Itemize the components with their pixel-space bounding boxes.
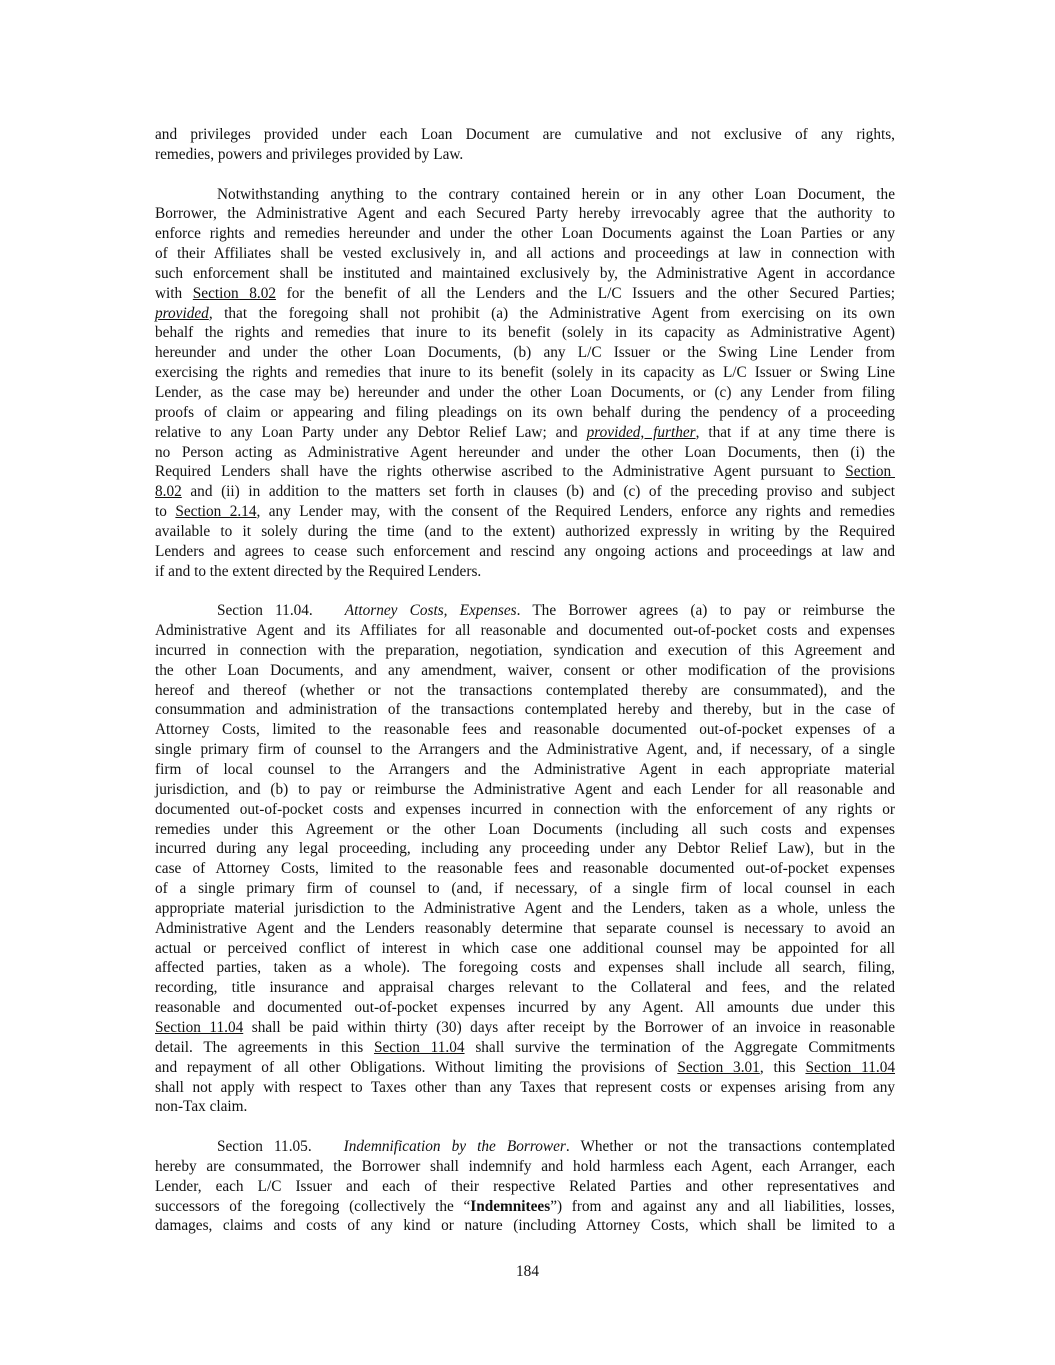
text-line [155,919,895,939]
text-run: of a single primary firm of counsel to (and, if necessary, of a single firm of local counsel in each [155,880,895,898]
text-run: Section 11.04. [217,602,313,620]
text-run: case of Attorney Costs, limited to the reasonable fees and reasonable documented out-of-pocket expenses [155,860,895,878]
text-line [155,125,895,145]
text-run: hereby are consummated, the Borrower shall indemnify and hold harmless each Agent, each Arranger, each [155,1157,895,1175]
text-line [155,562,895,582]
text-line [155,899,895,919]
text-run: enforce rights and remedies hereunder and under the other Loan Documents against the Loan Parties or any [155,225,895,243]
text-line [155,939,895,959]
text-line [155,383,895,403]
text-line [155,244,895,264]
text-run: , that the foregoing shall not prohibit (a) the Administrative Agent from exercising on its own [208,304,895,322]
text-run: incurred in connection with the preparation, negotiation, syndication and execution of this Agreement and [155,641,895,659]
text-line [155,720,895,740]
text-run: . The Borrower agrees (a) to pay or reimburse the [516,602,895,620]
emphasis-text: provided [155,304,209,322]
text-run: consummation and administration of the transactions contemplated hereby and thereby, but in the case of [155,701,895,719]
text-run: if and to the extent directed by the Required Lenders. [155,562,482,580]
text-line [155,601,895,621]
text-line [155,1157,895,1177]
text-run: with [155,284,193,302]
text-run: to [155,503,176,521]
text-line [155,621,895,641]
emphasis-text: Indemnification by the Borrower [343,1138,566,1156]
text-run: remedies under this Agreement or the other Loan Documents (including all such costs and expenses [155,820,895,838]
text-line [155,780,895,800]
defined-term: Indemnitees [470,1197,551,1215]
text-run: proofs of claim or appearing and filing pleadings on its own behalf during the pendency of a proceeding [155,403,895,421]
text-run: shall survive the termination of the Aggregate Commitments [464,1038,896,1056]
text-line [155,1058,895,1078]
section-reference: Section 3.01 [677,1058,760,1076]
text-line [155,1097,895,1117]
text-run: incurred during any legal proceeding, including any proceeding under any Debtor Relief Law), but in the [155,840,895,858]
paragraph [155,601,895,1117]
text-line [155,1197,895,1217]
text-line [155,1038,895,1058]
text-line [155,185,895,205]
paragraph [155,185,895,582]
text-line [155,502,895,522]
text-line [155,403,895,423]
text-run: ”) from and against any and all liabilities, losses, [550,1197,896,1215]
text-line [155,839,895,859]
text-run: relative to any Loan Party under any Debtor Relief Law; and [155,423,587,441]
emphasis-text: provided, further [586,423,696,441]
text-line [155,1216,895,1236]
paragraph [155,125,895,165]
document-body [155,125,895,1256]
text-run: exercising the rights and remedies that inure to its benefit (solely in its capacity as L/C Issuer or Swing Line [155,364,895,382]
text-run: and (ii) in addition to the matters set forth in clauses (b) and (c) of the preceding proviso and subject [181,483,895,501]
text-run: Lender, as the case may be) hereunder and under the other Loan Documents, or (c) any Lender from filing [155,383,895,401]
text-run: detail. The agreements in this [155,1038,374,1056]
text-line [155,264,895,284]
text-line [155,1177,895,1197]
section-reference: Section 2.14 [175,503,257,521]
text-run: firm of local counsel to the Arrangers and the Administrative Agent in each appropriate material [155,761,895,778]
text-run: Borrower, the Administrative Agent and each Secured Party hereby irrevocably agree that the authority to [155,205,895,223]
section-reference: Section [845,463,895,481]
text-line [155,800,895,820]
text-run: , that if at any time there is [695,423,895,441]
text-line [155,204,895,224]
text-line [155,443,895,463]
text-run: affected parties, taken as a whole). The foregoing costs and expenses shall include all search, filing, [155,959,895,977]
text-line [155,363,895,383]
text-line [155,700,895,720]
text-run: documented out-of-pocket costs and expenses incurred in connection with the enforcement of any rights or [155,800,895,818]
page-number: 184 [516,1263,539,1280]
text-line [155,323,895,343]
text-run: shall be paid within thirty (30) days after receipt by the Borrower of an invoice in reasonable [243,1018,896,1036]
text-line [155,859,895,879]
text-line [155,462,895,482]
paragraph [155,1137,895,1236]
text-line [155,542,895,562]
text-line [155,998,895,1018]
text-run: available to it solely during the time (and to the extent) authorized expressly in writing by the Required [155,522,895,540]
text-line [155,482,895,502]
text-run: Lender, each L/C Issuer and each of their respective Related Parties and other representatives and [155,1177,895,1195]
text-line [155,145,895,165]
text-line [155,978,895,998]
text-run: , this [759,1058,806,1076]
text-line [155,1078,895,1098]
text-run: , any Lender may, with the consent of the Required Lenders, enforce any rights and remedies [256,503,895,521]
text-run: Administrative Agent and the Lenders reasonably determine that separate counsel is necessary to avoid an [155,919,895,937]
text-line [155,1137,895,1157]
section-reference: Section 11.04 [373,1038,465,1056]
text-run: remedies, powers and privileges provided by Law. [155,145,464,163]
text-run: non-Tax claim. [155,1098,248,1116]
text-run: successors of the foregoing (collectively the “ [155,1197,471,1215]
text-run: the other Loan Documents, and any amendment, waiver, consent or other modification of the provisions [155,661,895,679]
text-line [155,641,895,661]
section-reference: Section 8.02 [192,284,277,302]
text-run: jurisdiction, and (b) to pay or reimburse the Administrative Agent and each Lender for all reasonable and [155,780,895,798]
section-reference: Section 11.04 [155,1018,244,1036]
text-run: actual or perceived conflict of interest in which case one additional counsel may be appointed for all [155,939,895,957]
text-line [155,1018,895,1038]
text-run: Attorney Costs, limited to the reasonable fees and reasonable documented out-of-pocket expenses of a [155,721,895,739]
text-run: appropriate material jurisdiction to the Administrative Agent and the Lenders, taken as a whole, unless the [155,899,895,917]
text-run: behalf the rights and remedies that inure to its benefit (solely in its capacity as Administrative Agent) [155,324,895,342]
text-line [155,820,895,840]
text-run: for the benefit of all the Lenders and the L/C Issuers and the other Secured Parties; [276,284,895,302]
text-run: Section 11.05. [217,1138,312,1156]
section-reference: Section 11.04 [805,1058,896,1076]
text-run: such enforcement shall be instituted and maintained exclusively by, the Administrative Agent in accordance [155,264,895,282]
text-run: Notwithstanding anything to the contrary contained herein or in any other Loan Document, the [217,185,895,203]
text-line [155,760,895,780]
text-run: single primary firm of counsel to the Arrangers and the Administrative Agent, and, if necessary, of a single [155,741,895,759]
text-line [155,304,895,324]
text-line [155,879,895,899]
text-line [155,958,895,978]
text-run: damages, claims and costs of any kind or nature (including Attorney Costs, which shall be limited to a [155,1217,895,1235]
text-run: shall not apply with respect to Taxes other than any Taxes that represent costs or expenses arising from any [155,1078,895,1096]
emphasis-text: Attorney Costs, Expenses [344,602,517,620]
text-line [155,284,895,304]
text-run: recording, title insurance and appraisal charges relevant to the Collateral and fees, and the related [155,979,895,997]
text-run: and privileges provided under each Loan Document are cumulative and not exclusive of any rights, [155,126,895,143]
text-line [155,343,895,363]
text-line [155,423,895,443]
text-run: Required Lenders shall have the rights otherwise ascribed to the Administrative Agent pursuant to [155,463,846,481]
text-run: and repayment of all other Obligations. Without limiting the provisions of [155,1058,678,1076]
text-line [155,522,895,542]
text-run: . Whether or not the transactions contemplated [565,1138,895,1156]
text-line [155,681,895,701]
text-run: no Person acting as Administrative Agent hereunder and under the other Loan Documents, then (i) the [155,443,895,461]
text-run: reasonable and documented out-of-pocket expenses incurred by any Agent. All amounts due under this [155,999,895,1017]
text-run: Administrative Agent and its Affiliates for all reasonable and documented out-of-pocket costs and expenses [155,622,895,640]
text-line [155,224,895,244]
text-line [155,740,895,760]
text-run: hereunder and under the other Loan Documents, (b) any L/C Issuer or the Swing Line Lender from [155,344,895,362]
text-line [155,661,895,681]
text-run: hereof and thereof (whether or not the transactions contemplated thereby are consummated), and the [155,681,895,699]
section-reference: 8.02 [155,483,182,501]
text-run: Lenders and agrees to cease such enforcement and rescind any ongoing actions and proceedings at law and [155,542,895,560]
text-run: of their Affiliates shall be vested exclusively in, and all actions and proceedings at law in connection with [155,245,895,263]
